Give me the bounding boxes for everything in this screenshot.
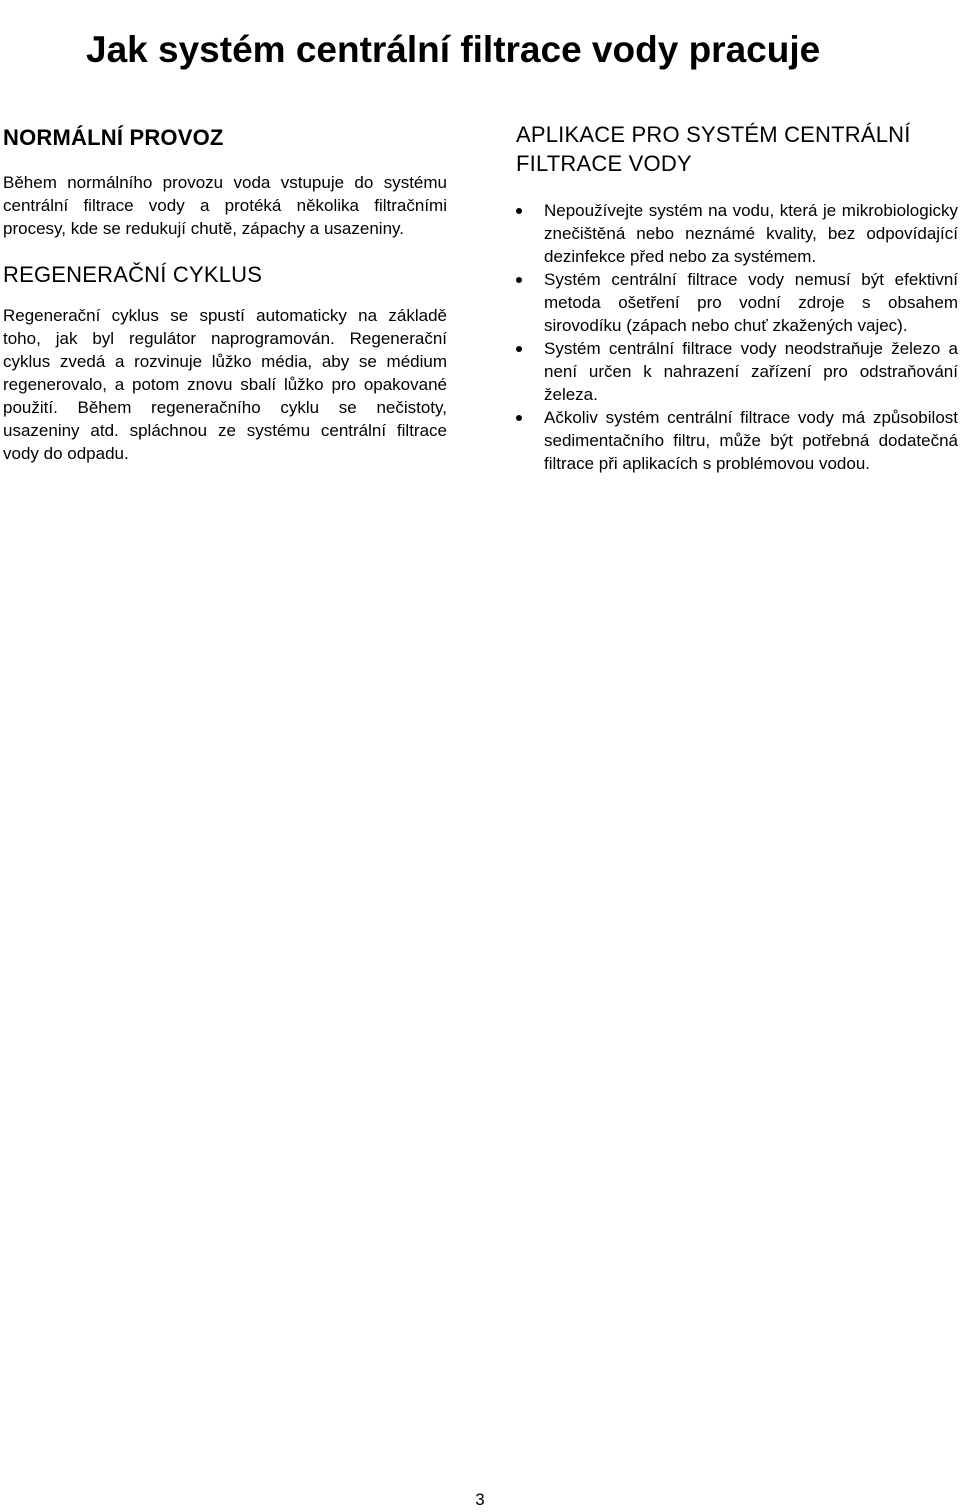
list-item (516, 199, 958, 268)
bullet-icon (516, 415, 522, 421)
list-item-text: Systém centrální filtrace vody neodstraňuje železo a není určen k nahrazení zařízení pro odstraňování železa. (544, 339, 958, 404)
bullet-icon (516, 277, 522, 283)
applications-list (516, 199, 958, 475)
list-item-text: Ačkoliv systém centrální filtrace vody má způsobilost sedimentačního filtru, může být potřebná dodatečná filtrace při aplikacích s problémovou vodou. (544, 408, 958, 473)
list-item (516, 268, 958, 337)
list-item-text: Nepoužívejte systém na vodu, která je mikrobiologicky znečištěná nebo neznámé kvality, bez odpovídající dezinfekce před nebo za systémem. (544, 201, 958, 266)
list-item (516, 406, 958, 475)
page-number: 3 (475, 1490, 485, 1509)
bullet-icon (516, 346, 522, 352)
normal-operation-text: Během normálního provozu voda vstupuje do systému centrální filtrace vody a protéká několika filtračními procesy, kde se redukují chutě, zápachy a usazeniny. (3, 173, 447, 238)
bullet-icon (516, 208, 522, 214)
regeneration-cycle-heading: REGENERAČNÍ CYKLUS (3, 262, 263, 287)
list-item (516, 337, 958, 406)
right-column (516, 120, 958, 475)
regeneration-cycle-text: Regenerační cyklus se spustí automaticky na základě toho, jak byl regulátor naprogramován. Regenerační cyklus zvedá a rozvinuje lůžko média, aby se médium regenerovalo, a potom znovu sbalí lůžko pro opakované použití. Během regeneračního cyklu se nečistoty, usazeniny atd. spláchnou ze systému centrální filtrace vody do odpadu. (3, 306, 447, 463)
applications-heading: APLIKACE PRO SYSTÉM CENTRÁLNÍ FILTRACE VODY (516, 122, 911, 176)
list-item-text: Systém centrální filtrace vody nemusí být efektivní metoda ošetření pro vodní zdroje s obsahem sirovodíku (zápach nebo chuť zkažených vajec). (544, 270, 958, 335)
left-column (3, 120, 447, 465)
page-title: Jak systém centrální filtrace vody pracuje (86, 29, 821, 70)
normal-operation-heading: NORMÁLNÍ PROVOZ (3, 125, 224, 150)
